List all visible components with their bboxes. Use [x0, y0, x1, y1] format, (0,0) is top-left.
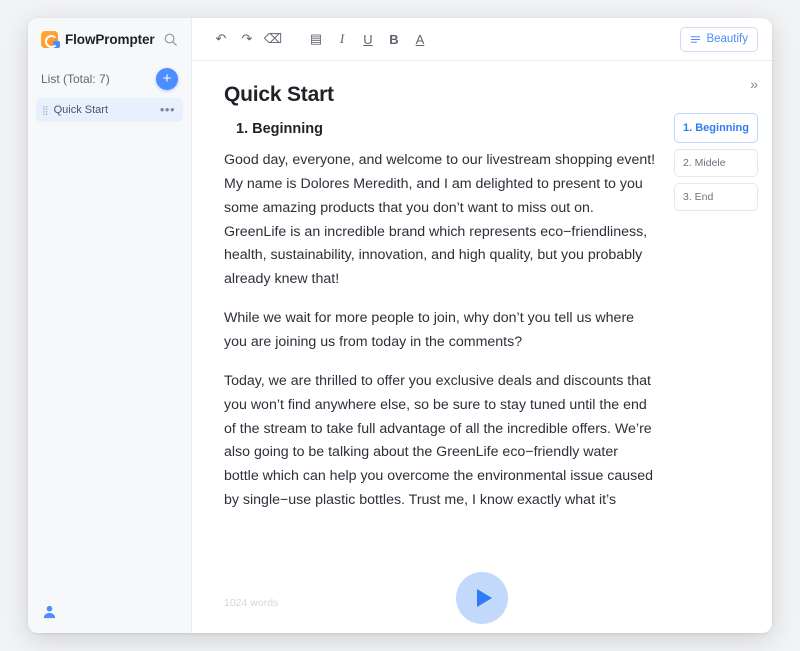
paragraph-1: Good day, everyone, and welcome to our livestream shopping event! My name is Dolores Meredith, and I am delighted to present to you some amazing products that you don’t want to miss out on. GreenLife is an incredible brand which represents eco−friendliness, health, sustainability, innovation, and high quality, but you probably already knew that!: [224, 152, 656, 288]
beautify-button[interactable]: [680, 27, 758, 52]
paragraph-2: While we wait for more people to join, why don’t you tell us where you are joining us from today in the comments?: [224, 310, 635, 351]
chevron-double-right-icon[interactable]: »: [750, 76, 758, 92]
list-item-label: Quick Start: [53, 104, 108, 116]
main-panel: [192, 18, 772, 633]
add-document-button[interactable]: +: [156, 68, 178, 90]
undo-icon[interactable]: ↶: [215, 31, 227, 46]
play-triangle: [477, 589, 492, 607]
editor-toolbar: [192, 18, 772, 61]
redo-icon[interactable]: ↷: [241, 31, 253, 46]
sidebar-header: [28, 18, 191, 60]
italic-icon[interactable]: I: [339, 31, 345, 46]
user-avatar-icon[interactable]: [42, 604, 57, 619]
app-title: FlowPrompter: [65, 31, 155, 47]
text-color-icon[interactable]: A: [415, 31, 425, 47]
beautify-label: Beautify: [706, 33, 748, 45]
outline-item-1[interactable]: 1. Beginning: [674, 113, 758, 143]
sidebar-item-quick-start[interactable]: [36, 98, 183, 122]
list-header: [28, 60, 191, 96]
search-icon[interactable]: [162, 29, 179, 49]
clear-format-icon[interactable]: ⌫: [263, 31, 283, 46]
sidebar: [28, 18, 192, 633]
flow-logo-icon: [41, 31, 58, 48]
content-area: [192, 61, 772, 633]
play-button-icon[interactable]: [456, 572, 508, 624]
magic-lines-icon: [690, 34, 701, 45]
outline-item-2[interactable]: 2. Midele: [674, 149, 758, 177]
outline-item-3[interactable]: 3. End: [674, 183, 758, 211]
paragraph-icon[interactable]: ▤: [309, 31, 323, 46]
list-total-label: List (Total: 7): [41, 72, 110, 86]
drag-handle-icon[interactable]: ⣿: [42, 105, 48, 115]
bold-icon[interactable]: B: [389, 31, 399, 47]
sidebar-footer: [28, 604, 191, 633]
app-window: [28, 18, 772, 633]
outline-panel: [674, 76, 758, 217]
paragraph-3: Today, we are thrilled to offer you exclusive deals and discounts that you won’t find anywhere else, so be sure to stay tuned until the end of the stream to take full advantage of all the incredible offers. We’re also going to be talking about the GreenLife eco−friendly water bottle which can help you overcome the environmental issue caused by single−use plastic bottles. Trust me, I know exactly what it’s: [224, 372, 654, 509]
page-title: Quick Start: [224, 83, 334, 106]
section-heading: 1. Beginning: [236, 121, 323, 137]
more-options-icon[interactable]: •••: [159, 102, 175, 117]
underline-icon[interactable]: U: [363, 31, 373, 47]
word-count-label: 1024 words: [224, 597, 279, 609]
